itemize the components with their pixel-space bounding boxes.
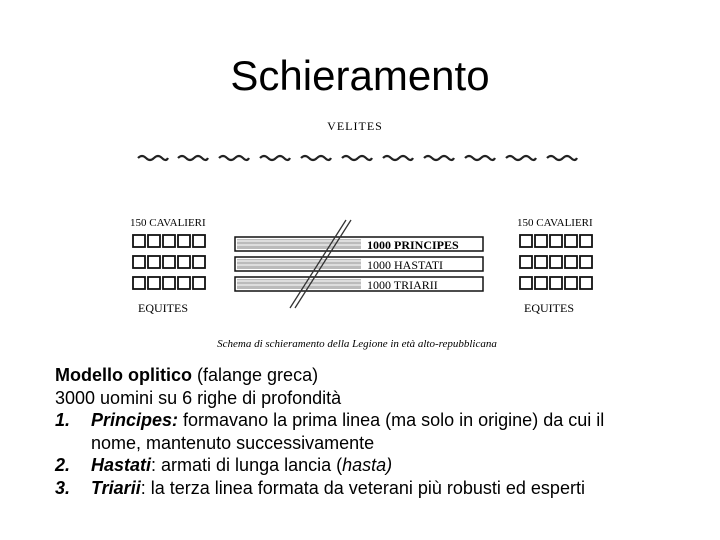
- principes-term: Principes:: [91, 410, 179, 430]
- list-number: 2.: [55, 455, 71, 475]
- right-cavalry-squares: [520, 235, 592, 289]
- list-item-hastati: [55, 454, 695, 477]
- model-heading: Modello oplitico: [55, 365, 192, 385]
- left-equites-label: EQUITES: [138, 301, 188, 315]
- model-heading-rest: (falange greca): [192, 365, 319, 385]
- slide-title: Schieramento: [230, 52, 490, 99]
- list-item-principes: [55, 409, 695, 454]
- triarii-line: [235, 277, 483, 292]
- hastati-description: : armati di lunga lancia (: [151, 455, 343, 475]
- troops-line: 3000 uomini su 6 righe di profondità: [55, 387, 342, 408]
- triarii-label: 1000 TRIARII: [367, 278, 438, 292]
- triarii-description: : la terza linea formata da veterani più robusti ed esperti: [140, 477, 585, 498]
- velites-label: VELITES: [327, 119, 383, 133]
- hasta-word: hasta): [342, 455, 393, 475]
- right-cavalry-label: 150 CAVALIERI: [517, 217, 593, 229]
- model-line: [55, 364, 695, 387]
- hastati-term: Hastati: [91, 455, 152, 475]
- principes-line: [235, 237, 483, 252]
- velites-wavy-line: [138, 156, 577, 160]
- triarii-term: Triarii: [91, 477, 141, 498]
- hastati-line: [235, 257, 483, 272]
- list-number: 1.: [55, 410, 71, 430]
- left-cavalry-squares: [133, 235, 205, 289]
- description-text: [55, 364, 695, 499]
- left-cavalry-label: 150 CAVALIERI: [130, 217, 206, 229]
- principes-description-continued: nome, mantenuto successivamente: [91, 432, 375, 453]
- principes-description: formavano la prima linea (ma solo in origine) da cui il: [178, 410, 605, 430]
- principes-label: 1000 PRINCIPES: [367, 238, 459, 252]
- diagram-caption: Schema di schieramento della Legione in età alto-repubblicana: [217, 338, 497, 350]
- right-equites-label: EQUITES: [524, 301, 574, 315]
- hastati-label: 1000 HASTATI: [367, 258, 444, 272]
- infantry-lines: [235, 237, 483, 292]
- list-item-triarii: [55, 477, 695, 500]
- list-number: 3.: [55, 477, 71, 498]
- legion-deployment-diagram: [0, 110, 720, 355]
